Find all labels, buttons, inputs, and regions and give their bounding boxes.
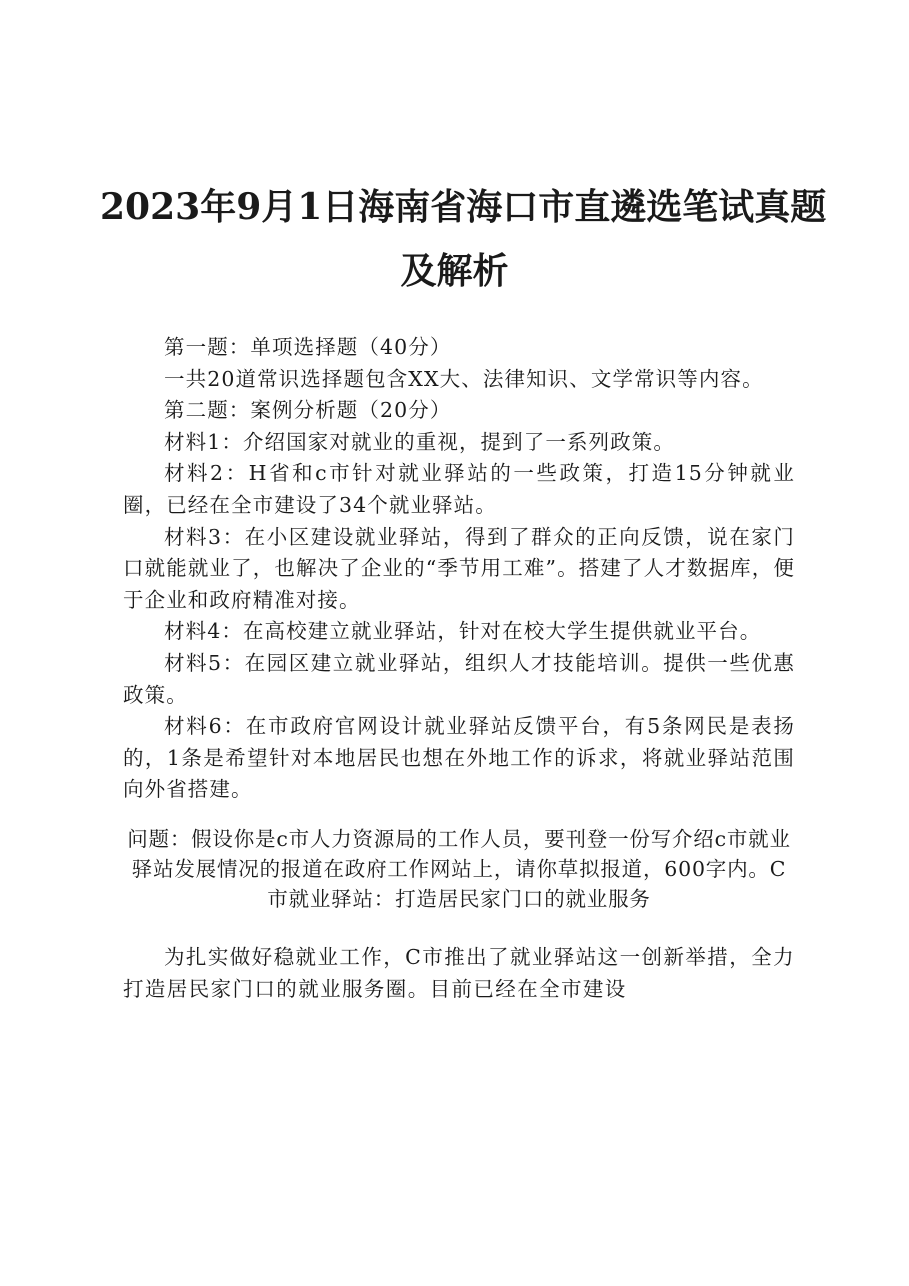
material-5: 材料5：在园区建立就业驿站，组织人才技能培训。提供一些优惠政策。 <box>123 650 795 707</box>
material-4: 材料4：在高校建立就业驿站，针对在校大学生提供就业平台。 <box>164 619 762 644</box>
section-two-heading: 第二题：案例分析题（20分） <box>164 398 452 423</box>
document-title-line-1: 2023年9月1日海南省海口市直遴选笔试真题 <box>100 186 827 228</box>
material-3: 材料3：在小区建设就业驿站，得到了群众的正向反馈，说在家门口就能就业了，也解决了企业的“季节用工难”。搭建了人才数据库，便于企业和政府精准对接。 <box>123 524 795 612</box>
article-paragraph: 为扎实做好稳就业工作，C市推出了就业驿站这一创新举措，全力打造居民家门口的就业服务圈。目前已经在全市建设 <box>123 944 795 1001</box>
question-prompt: 问题：假设你是c市人力资源局的工作人员，要刊登一份写介绍c市就业驿站发展情况的报道在政府工作网站上，请你草拟报道，600字内。C市就业驿站：打造居民家门口的就业服务 <box>127 826 791 911</box>
material-2: 材料2：H省和c市针对就业驿站的一些政策，打造15分钟就业圈，已经在全市建设了34个就业驿站。 <box>123 461 795 517</box>
material-6: 材料6：在市政府官网设计就业驿站反馈平台，有5条网民是表扬的，1条是希望针对本地居民也想在外地工作的诉求，将就业驿站范围向外省搭建。 <box>123 714 795 802</box>
section-one-heading: 第一题：单项选择题（40分） <box>164 335 452 359</box>
document-title-line-2: 及解析 <box>400 250 509 292</box>
material-1: 材料1：介绍国家对就业的重视，提到了一系列政策。 <box>164 429 675 454</box>
section-one-description: 一共20道常识选择题包含XX大、法律知识、文学常识等内容。 <box>164 366 764 391</box>
document-body <box>123 332 795 1005</box>
